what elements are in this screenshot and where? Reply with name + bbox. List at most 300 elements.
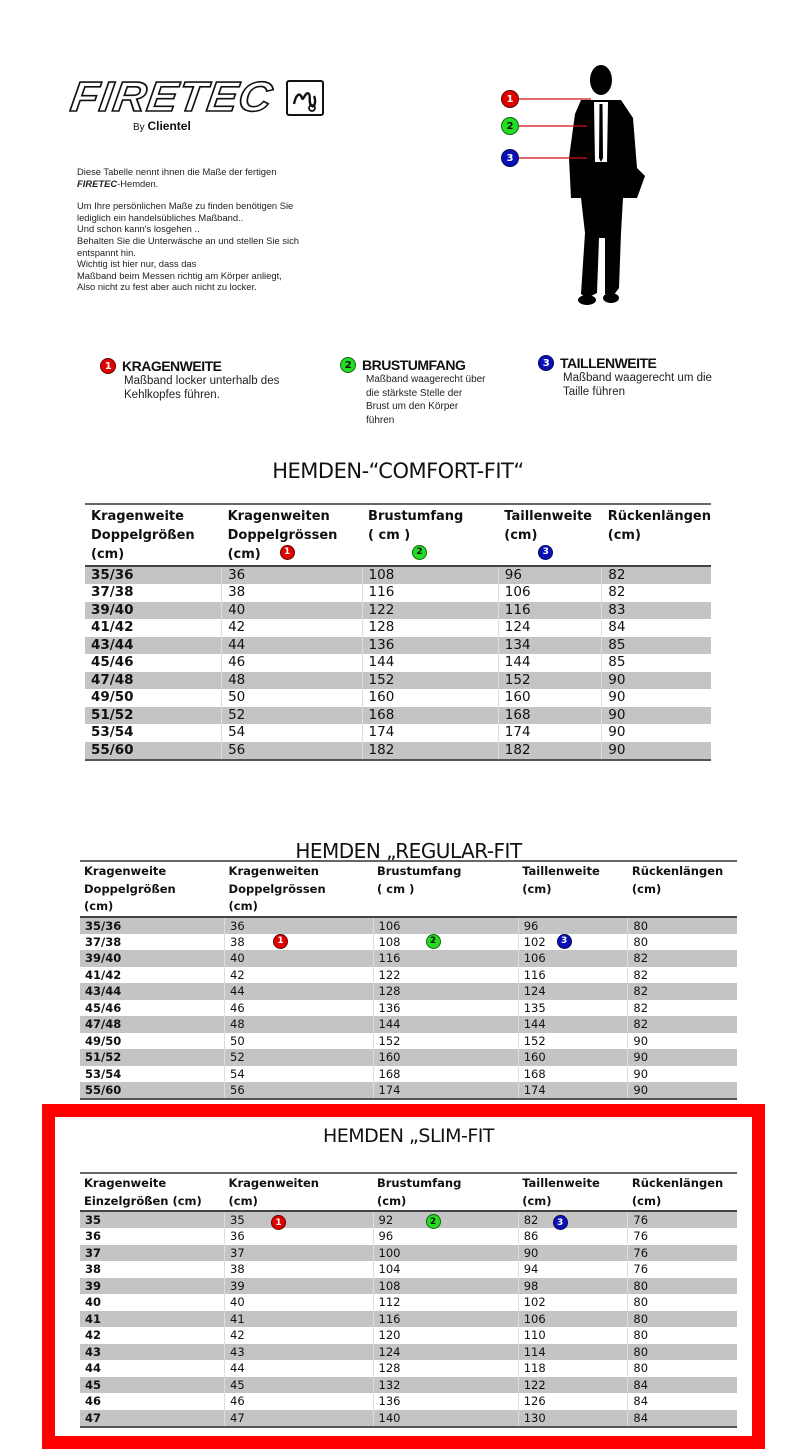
cell-value: 51/52 bbox=[91, 706, 134, 723]
cell-value: 53/54 bbox=[91, 724, 134, 741]
cell-value: 76 bbox=[633, 1229, 649, 1244]
table-cell bbox=[225, 917, 373, 934]
legend-desc-line: die stärkste Stelle der bbox=[366, 387, 463, 399]
table-cell bbox=[498, 689, 601, 707]
cell-value: 37 bbox=[230, 1245, 245, 1260]
cell-value: 42 bbox=[228, 619, 246, 636]
table-cell bbox=[518, 1410, 628, 1427]
table-row bbox=[80, 1082, 737, 1099]
column-header bbox=[373, 1173, 518, 1211]
cell-value: 41 bbox=[85, 1311, 102, 1326]
table-cell bbox=[373, 1278, 518, 1295]
cell-value: 80 bbox=[633, 1328, 649, 1343]
cell-value: 84 bbox=[633, 1377, 649, 1392]
cell-value: 96 bbox=[523, 918, 539, 933]
table-cell bbox=[85, 566, 222, 584]
table-cell bbox=[628, 1000, 737, 1017]
table-cell bbox=[373, 917, 518, 934]
cell-value: 116 bbox=[504, 601, 531, 618]
table-cell bbox=[373, 1211, 518, 1228]
cell-value: 36 bbox=[230, 1229, 245, 1244]
cell-value: 42 bbox=[230, 967, 245, 982]
cell-value: 100 bbox=[378, 1245, 401, 1260]
table-row bbox=[85, 724, 711, 742]
table-cell bbox=[362, 672, 498, 690]
table-cell bbox=[518, 1245, 628, 1262]
table-row bbox=[85, 742, 711, 760]
table-cell bbox=[80, 967, 225, 984]
table-cell bbox=[602, 742, 711, 760]
table-cell bbox=[80, 934, 225, 951]
table-cell bbox=[628, 950, 737, 967]
table-cell bbox=[225, 1000, 373, 1017]
table-row bbox=[80, 1016, 737, 1033]
cell-value: 82 bbox=[633, 951, 649, 966]
legend-title: BRUSTUMFANG bbox=[362, 357, 466, 373]
cell-value: 44 bbox=[228, 636, 246, 653]
cell-value: 35/36 bbox=[85, 918, 122, 933]
table-cell bbox=[373, 983, 518, 1000]
table-cell bbox=[628, 1033, 737, 1050]
table-row bbox=[80, 1066, 737, 1083]
byline-company: Clientel bbox=[147, 119, 191, 133]
marker-1-icon: 1 bbox=[273, 934, 288, 949]
comfort-fit-table bbox=[85, 503, 711, 761]
table-cell bbox=[498, 707, 601, 725]
cell-value: 116 bbox=[523, 967, 546, 982]
legend-desc-line: führen bbox=[366, 414, 395, 426]
table-row bbox=[80, 1294, 737, 1311]
column-header-line: Doppelgrössen bbox=[228, 881, 326, 896]
table-cell bbox=[80, 1082, 225, 1099]
intro-paragraph-1 bbox=[77, 166, 367, 189]
table-cell bbox=[373, 1393, 518, 1410]
table-cell bbox=[373, 1066, 518, 1083]
cell-value: 55/60 bbox=[91, 741, 134, 758]
table-cell bbox=[628, 934, 737, 951]
cell-value: 80 bbox=[633, 1344, 649, 1359]
table-cell bbox=[518, 1066, 628, 1083]
cell-value: 82 bbox=[633, 967, 649, 982]
cell-value: 90 bbox=[633, 1066, 649, 1081]
cell-value: 144 bbox=[523, 1017, 546, 1032]
cell-value: 120 bbox=[378, 1328, 401, 1343]
byline-by: By bbox=[133, 122, 145, 133]
table-row bbox=[80, 983, 737, 1000]
measurement-figure bbox=[495, 58, 665, 313]
marker-1-icon: 1 bbox=[501, 90, 519, 108]
column-header-line: (cm) bbox=[377, 1193, 407, 1208]
table-cell bbox=[225, 1410, 373, 1427]
table-cell bbox=[628, 1294, 737, 1311]
table-cell bbox=[225, 1245, 373, 1262]
table-row bbox=[85, 707, 711, 725]
column-header-line: Taillenweite bbox=[522, 864, 600, 878]
table-cell bbox=[518, 917, 628, 934]
table-cell bbox=[80, 1228, 225, 1245]
intro-line: Maßband beim Messen richtig am Körper anliegt, bbox=[77, 269, 282, 281]
table-cell bbox=[85, 654, 222, 672]
column-header-line: Doppelgrössen bbox=[227, 528, 338, 543]
table-row bbox=[80, 1033, 737, 1050]
cell-value: 90 bbox=[633, 1033, 649, 1048]
comfort-fit-title: HEMDEN-“COMFORT-FIT“ bbox=[272, 459, 524, 483]
cell-value: 140 bbox=[378, 1410, 401, 1425]
cell-value: 56 bbox=[228, 741, 246, 758]
cell-value: 51/52 bbox=[85, 1050, 122, 1065]
table-row bbox=[85, 637, 711, 655]
cell-value: 54 bbox=[230, 1066, 245, 1081]
column-header-line: (cm) bbox=[91, 547, 125, 562]
table-cell bbox=[80, 1261, 225, 1278]
cell-value: 122 bbox=[368, 601, 395, 618]
slim-fit-table bbox=[80, 1172, 737, 1428]
marker-2-icon: 2 bbox=[426, 934, 441, 949]
intro-line: Diese Tabelle nennt ihnen die Maße der fertigen bbox=[77, 166, 277, 177]
cell-value: 44 bbox=[230, 984, 245, 999]
table-cell bbox=[85, 742, 222, 760]
marker-2-icon: 2 bbox=[340, 357, 356, 373]
table-cell bbox=[362, 584, 498, 602]
legend-desc-line: Maßband locker unterhalb des bbox=[124, 375, 280, 387]
cell-value: 135 bbox=[523, 1000, 546, 1015]
cell-value: 124 bbox=[523, 984, 546, 999]
slim-fit-title: HEMDEN „SLIM-FIT bbox=[322, 1125, 495, 1147]
table-cell bbox=[628, 1245, 737, 1262]
cell-value: 152 bbox=[378, 1033, 401, 1048]
table-cell bbox=[518, 967, 628, 984]
table-row bbox=[80, 1261, 737, 1278]
table-row bbox=[80, 1245, 737, 1262]
table-cell bbox=[373, 1377, 518, 1394]
cell-value: 47/48 bbox=[85, 1017, 122, 1032]
column-header bbox=[518, 861, 628, 917]
table-cell bbox=[222, 707, 362, 725]
table-cell bbox=[518, 1393, 628, 1410]
cell-value: 35 bbox=[230, 1213, 245, 1227]
cell-value: 118 bbox=[523, 1361, 546, 1376]
table-cell bbox=[362, 724, 498, 742]
table-cell bbox=[85, 724, 222, 742]
table-cell bbox=[518, 1377, 628, 1394]
cell-value: 41/42 bbox=[85, 967, 122, 982]
cell-value: 112 bbox=[378, 1295, 401, 1310]
table-cell bbox=[518, 1294, 628, 1311]
column-header-line: Kragenweiten bbox=[227, 509, 330, 524]
cell-value: 45 bbox=[230, 1377, 245, 1392]
table-cell bbox=[628, 1327, 737, 1344]
intro-brand-suffix: -Hemden. bbox=[117, 177, 159, 189]
cell-value: 124 bbox=[504, 619, 531, 636]
table-cell bbox=[85, 672, 222, 690]
table-cell bbox=[225, 1033, 373, 1050]
table-cell bbox=[362, 707, 498, 725]
cell-value: 40 bbox=[85, 1295, 102, 1310]
table-row bbox=[85, 619, 711, 637]
cell-value: 90 bbox=[608, 706, 626, 723]
table-row bbox=[80, 1377, 737, 1394]
column-header-line: ( cm ) bbox=[368, 528, 411, 543]
cell-value: 82 bbox=[523, 1213, 539, 1227]
table-cell bbox=[373, 1228, 518, 1245]
table-row bbox=[85, 566, 711, 584]
intro-paragraph-2 bbox=[77, 200, 367, 293]
column-header bbox=[518, 1173, 628, 1211]
table-row bbox=[80, 950, 737, 967]
cell-value: 106 bbox=[523, 951, 546, 966]
table-cell bbox=[222, 566, 362, 584]
table-cell bbox=[80, 1033, 225, 1050]
cell-value: 82 bbox=[633, 1017, 649, 1032]
table-cell bbox=[373, 934, 518, 951]
legend-taillenweite bbox=[538, 355, 758, 399]
table-cell bbox=[602, 584, 711, 602]
cell-value: 40 bbox=[230, 1295, 245, 1310]
cell-value: 47/48 bbox=[91, 671, 134, 688]
column-header-line: Taillenweite bbox=[504, 509, 592, 524]
cell-value: 42 bbox=[230, 1328, 245, 1343]
cell-value: 43 bbox=[85, 1344, 102, 1359]
table-cell bbox=[80, 1311, 225, 1328]
cell-value: 37/38 bbox=[85, 934, 122, 949]
table-cell bbox=[518, 1082, 628, 1099]
table-cell bbox=[225, 1311, 373, 1328]
table-cell bbox=[80, 1410, 225, 1427]
cell-value: 122 bbox=[378, 967, 401, 982]
table-cell bbox=[80, 1377, 225, 1394]
cell-value: 182 bbox=[504, 741, 531, 758]
cell-value: 82 bbox=[633, 984, 649, 999]
cell-value: 39 bbox=[85, 1278, 102, 1293]
cell-value: 106 bbox=[378, 918, 401, 933]
table-cell bbox=[498, 602, 601, 620]
table-cell bbox=[628, 1360, 737, 1377]
column-header bbox=[85, 504, 222, 566]
cell-value: 43 bbox=[230, 1344, 245, 1359]
table-cell bbox=[602, 672, 711, 690]
table-cell bbox=[518, 934, 628, 951]
table-cell bbox=[373, 1410, 518, 1427]
cell-value: 114 bbox=[523, 1344, 546, 1359]
table-cell bbox=[373, 1033, 518, 1050]
cell-value: 35/36 bbox=[91, 567, 134, 583]
table-cell bbox=[362, 602, 498, 620]
cell-value: 82 bbox=[608, 567, 626, 583]
marker-2-icon: 2 bbox=[426, 1214, 441, 1229]
cell-value: 94 bbox=[523, 1262, 539, 1277]
cell-value: 76 bbox=[633, 1262, 649, 1277]
cell-value: 106 bbox=[504, 584, 531, 601]
cell-value: 168 bbox=[523, 1066, 546, 1081]
cell-value: 76 bbox=[633, 1213, 649, 1227]
legend-brustumfang bbox=[340, 357, 530, 427]
table-cell bbox=[362, 689, 498, 707]
cell-value: 53/54 bbox=[85, 1066, 122, 1081]
table-cell bbox=[518, 1344, 628, 1361]
column-header-line: (cm) bbox=[522, 1193, 552, 1208]
intro-line: Und schon kann's losgehen .. bbox=[77, 223, 200, 235]
cell-value: 174 bbox=[368, 724, 395, 741]
cell-value: 122 bbox=[523, 1377, 546, 1392]
cell-value: 44 bbox=[85, 1361, 102, 1376]
column-header-line: Einzelgrößen (cm) bbox=[84, 1193, 202, 1208]
table-cell bbox=[498, 619, 601, 637]
table-cell bbox=[80, 983, 225, 1000]
cell-value: 80 bbox=[633, 1295, 649, 1310]
logo-byline bbox=[133, 119, 191, 133]
column-header-line: (cm) bbox=[607, 528, 641, 543]
table-cell bbox=[80, 1211, 225, 1228]
cell-value: 41 bbox=[230, 1311, 245, 1326]
column-header-line: (cm) bbox=[228, 1193, 258, 1208]
cell-value: 84 bbox=[633, 1410, 649, 1425]
column-header-line: Rückenlängen bbox=[607, 509, 711, 524]
cell-value: 49/50 bbox=[85, 1033, 122, 1048]
cell-value: 108 bbox=[378, 1278, 401, 1293]
cell-value: 39/40 bbox=[85, 951, 122, 966]
table-cell bbox=[222, 672, 362, 690]
column-header-line: Doppelgrößen bbox=[84, 881, 176, 896]
cell-value: 52 bbox=[228, 706, 246, 723]
cell-value: 45/46 bbox=[91, 654, 134, 671]
column-header-line: Kragenweiten bbox=[228, 864, 319, 878]
table-cell bbox=[498, 672, 601, 690]
column-header bbox=[222, 504, 362, 566]
cell-value: 46 bbox=[230, 1000, 245, 1015]
cell-value: 55/60 bbox=[85, 1083, 122, 1097]
cell-value: 96 bbox=[504, 567, 522, 583]
table-cell bbox=[225, 1261, 373, 1278]
table-cell bbox=[222, 654, 362, 672]
cell-value: 49/50 bbox=[91, 689, 134, 706]
cell-value: 90 bbox=[608, 689, 626, 706]
table-cell bbox=[373, 1344, 518, 1361]
cell-value: 108 bbox=[368, 567, 395, 583]
cell-value: 160 bbox=[523, 1050, 546, 1065]
table-cell bbox=[225, 1360, 373, 1377]
table-row bbox=[80, 1228, 737, 1245]
table-cell bbox=[373, 967, 518, 984]
table-row bbox=[85, 584, 711, 602]
cell-value: 144 bbox=[504, 654, 531, 671]
column-header bbox=[362, 504, 498, 566]
cell-value: 144 bbox=[368, 654, 395, 671]
column-header-line: (cm) bbox=[84, 899, 114, 913]
cell-value: 48 bbox=[230, 1017, 245, 1032]
column-header bbox=[225, 861, 373, 917]
cell-value: 39 bbox=[230, 1278, 245, 1293]
cell-value: 39/40 bbox=[91, 601, 134, 618]
table-cell bbox=[498, 654, 601, 672]
table-cell bbox=[518, 1327, 628, 1344]
table-cell bbox=[225, 950, 373, 967]
table-cell bbox=[628, 1278, 737, 1295]
cell-value: 130 bbox=[523, 1410, 546, 1425]
column-header bbox=[80, 861, 225, 917]
table-cell bbox=[518, 1211, 628, 1228]
cell-value: 42 bbox=[85, 1328, 102, 1343]
table-cell bbox=[225, 1066, 373, 1083]
table-cell bbox=[628, 1377, 737, 1394]
cell-value: 136 bbox=[378, 1394, 401, 1409]
cell-value: 160 bbox=[504, 689, 531, 706]
cell-value: 38 bbox=[228, 584, 246, 601]
table-cell bbox=[362, 566, 498, 584]
table-cell bbox=[373, 1049, 518, 1066]
cell-value: 82 bbox=[633, 1000, 649, 1015]
cell-value: 38 bbox=[230, 934, 245, 949]
cell-value: 160 bbox=[368, 689, 395, 706]
table-cell bbox=[498, 724, 601, 742]
table-cell bbox=[362, 619, 498, 637]
column-header-line: Doppelgrößen bbox=[91, 528, 195, 543]
cell-value: 45 bbox=[85, 1377, 102, 1392]
table-cell bbox=[225, 1278, 373, 1295]
table-cell bbox=[80, 1294, 225, 1311]
table-cell bbox=[628, 1261, 737, 1278]
table-cell bbox=[628, 1410, 737, 1427]
table-cell bbox=[602, 689, 711, 707]
table-cell bbox=[373, 1360, 518, 1377]
cell-value: 36 bbox=[230, 918, 245, 933]
table-cell bbox=[225, 1016, 373, 1033]
table-cell bbox=[80, 1344, 225, 1361]
table-cell bbox=[518, 1228, 628, 1245]
table-cell bbox=[602, 637, 711, 655]
column-header-line: (cm) bbox=[631, 881, 662, 896]
table-cell bbox=[85, 689, 222, 707]
cell-value: 136 bbox=[378, 1000, 401, 1015]
cell-value: 174 bbox=[504, 724, 531, 741]
cell-value: 50 bbox=[230, 1033, 245, 1048]
cell-value: 134 bbox=[504, 636, 531, 653]
table-cell bbox=[373, 1245, 518, 1262]
cell-value: 80 bbox=[633, 918, 649, 933]
table-cell bbox=[602, 602, 711, 620]
legend-desc-line: Kehlkopfes führen. bbox=[124, 389, 220, 401]
table-cell bbox=[80, 1245, 225, 1262]
table-row bbox=[80, 967, 737, 984]
column-header-line: (cm) bbox=[227, 547, 261, 562]
cell-value: 46 bbox=[230, 1394, 245, 1409]
legend-desc-line: Maßband waagerecht um die bbox=[563, 372, 712, 384]
table-cell bbox=[498, 637, 601, 655]
table-cell bbox=[225, 1294, 373, 1311]
header-row bbox=[80, 861, 737, 917]
cell-value: 40 bbox=[230, 951, 245, 966]
cell-value: 36 bbox=[228, 567, 246, 583]
table-cell bbox=[602, 707, 711, 725]
table-cell bbox=[80, 917, 225, 934]
column-header bbox=[80, 1173, 225, 1211]
cell-value: 128 bbox=[368, 619, 395, 636]
cell-value: 38 bbox=[85, 1262, 102, 1277]
cell-value: 98 bbox=[523, 1278, 539, 1293]
table-cell bbox=[222, 584, 362, 602]
table-cell bbox=[518, 1016, 628, 1033]
column-header-line: Brustumfang bbox=[368, 509, 464, 524]
cell-value: 152 bbox=[504, 671, 531, 688]
table-cell bbox=[225, 1082, 373, 1099]
cell-value: 37 bbox=[85, 1245, 102, 1260]
table-cell bbox=[225, 1211, 373, 1228]
table-cell bbox=[222, 637, 362, 655]
header-row bbox=[80, 1173, 737, 1211]
table-cell bbox=[628, 1344, 737, 1361]
table-row bbox=[85, 672, 711, 690]
table-cell bbox=[222, 602, 362, 620]
table-cell bbox=[628, 967, 737, 984]
